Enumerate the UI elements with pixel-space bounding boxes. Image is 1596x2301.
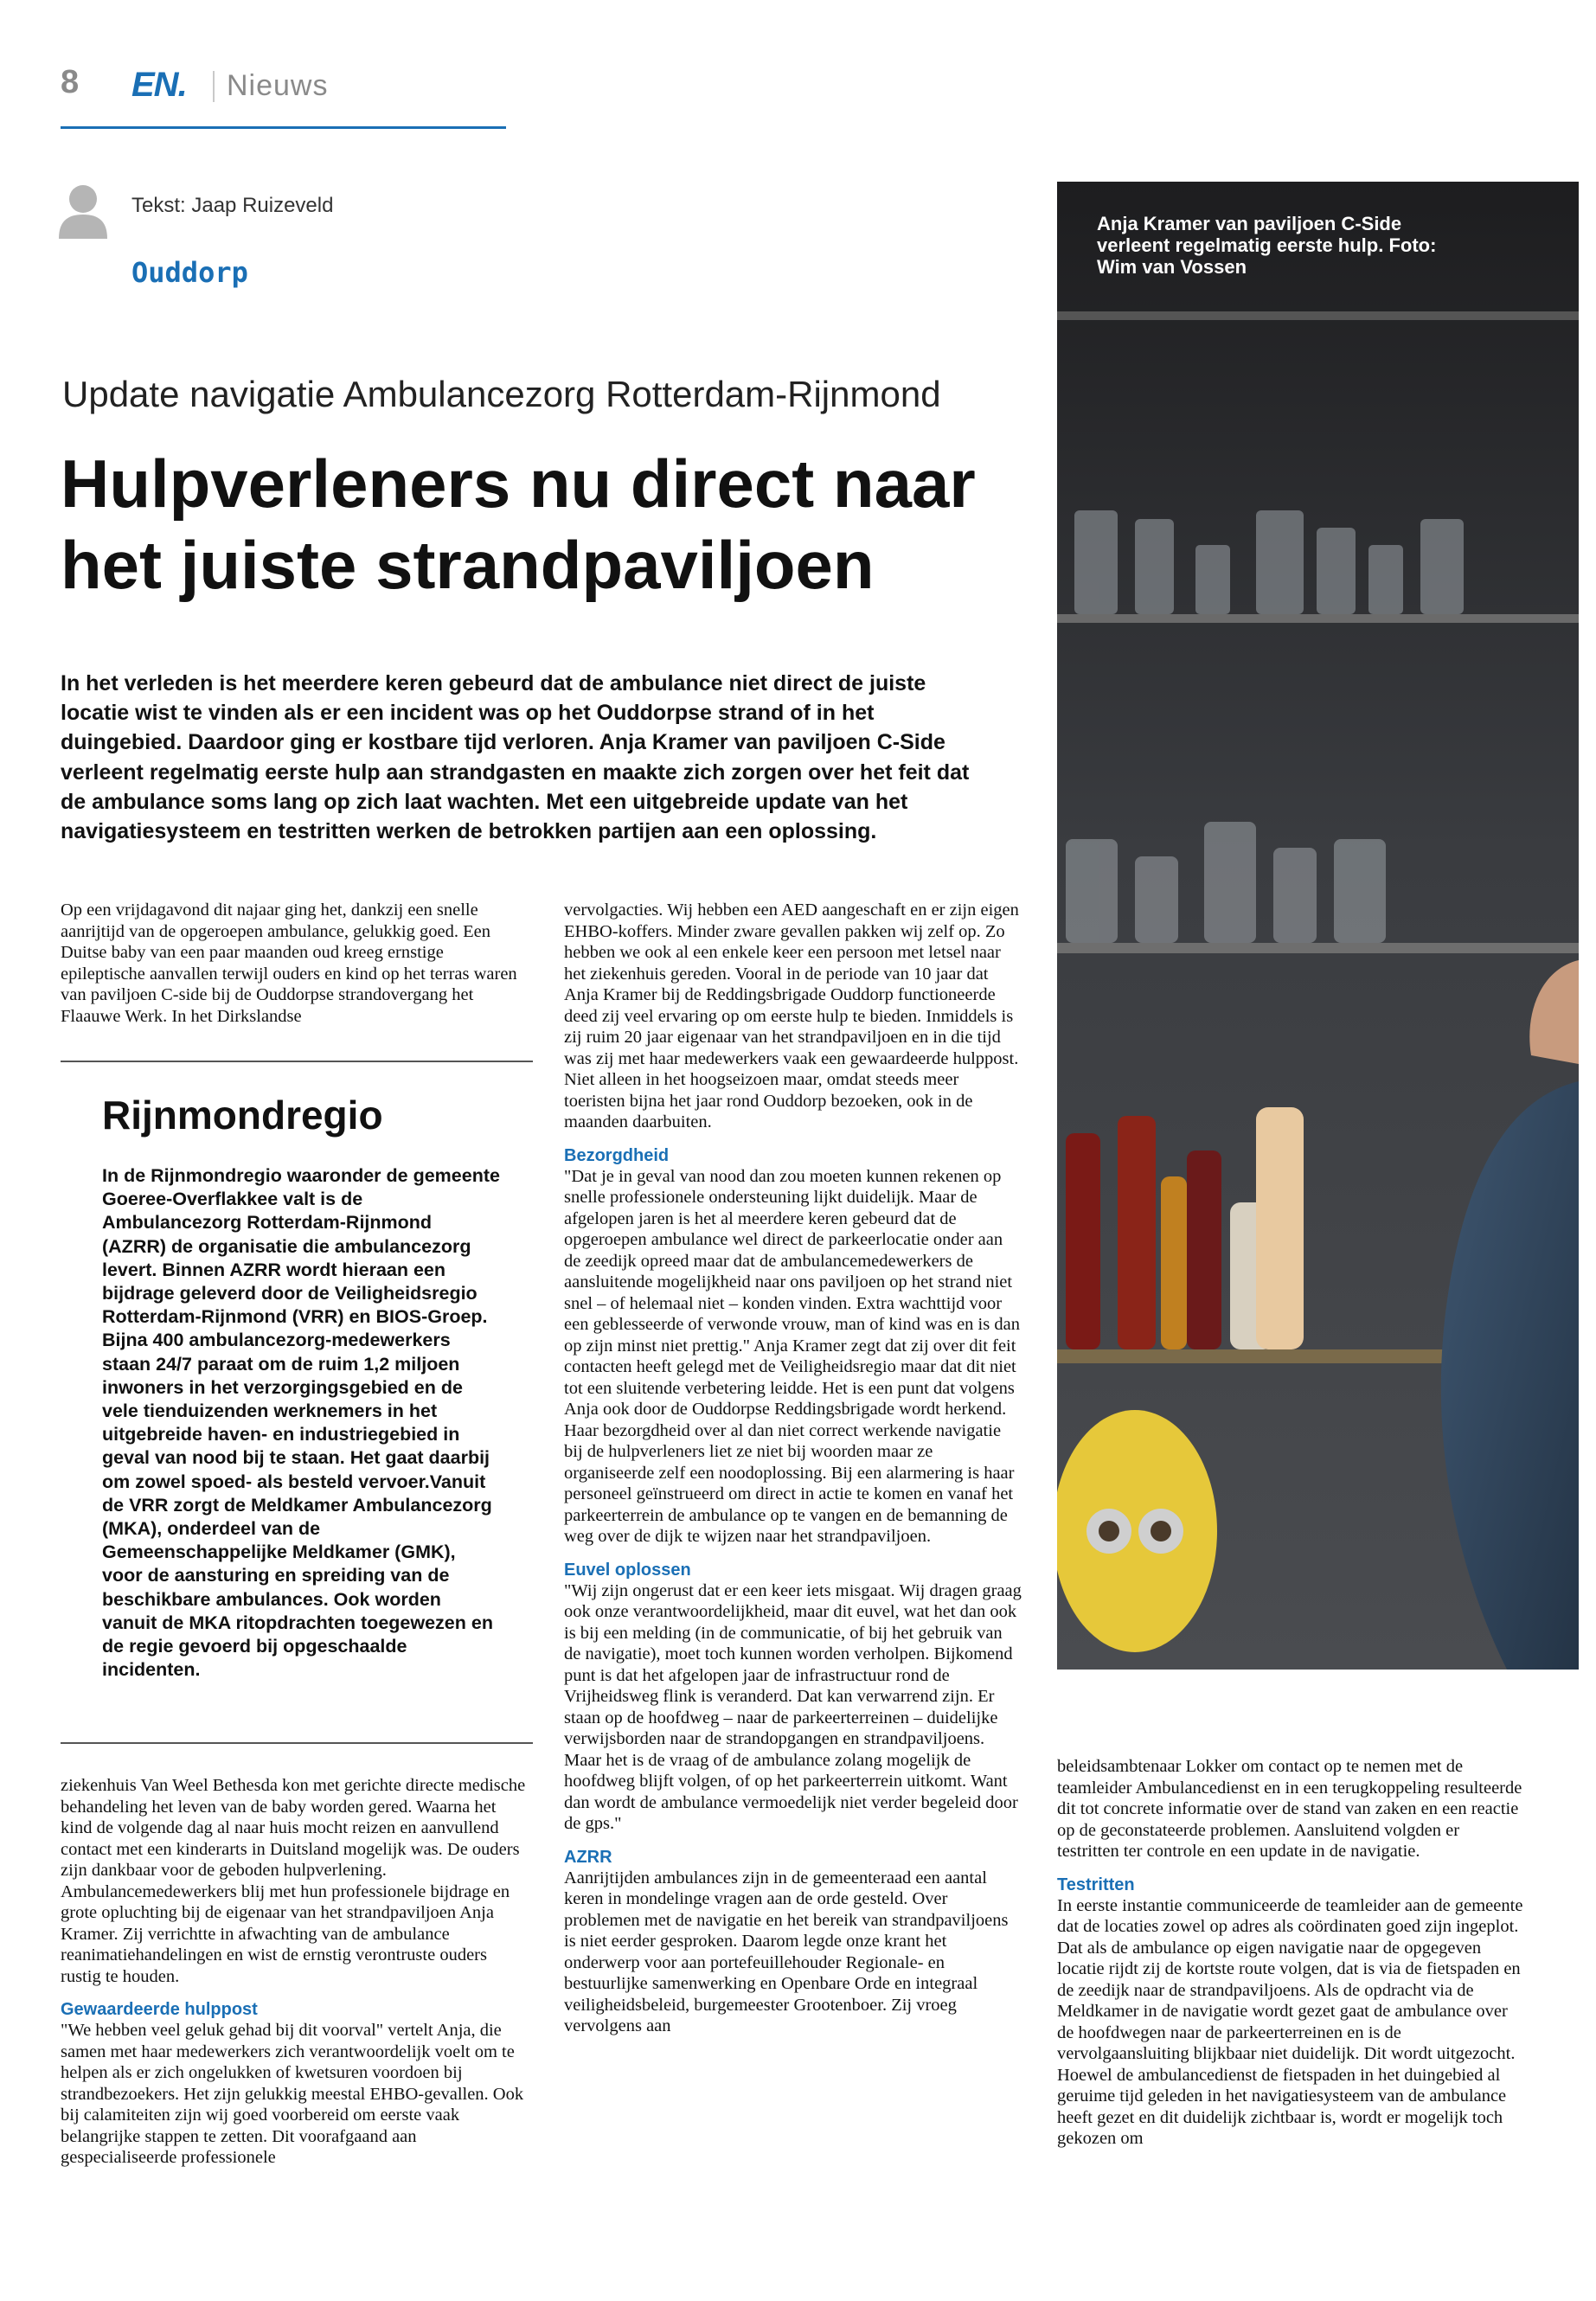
body-paragraph: "We hebben veel geluk gehad bij dit voorval" vertelt Anja, die samen met haar medewerkers zich verantwoordelijk voelt om te helpen als er zich ongelukken of kwetsuren voordoen bij strandbezoekers. Het zijn gelukkig meestal EHBO-gevallen. Ook bij calamiteiten zijn wij goed voorbereid om eerste vaak belangrijke stappen te zetten. Dit voorafgaand aan gespecialiseerde professionele — [61, 2021, 524, 2167]
photo-caption: Anja Kramer van paviljoen C-Side verleent regelmatig eerste hulp. Foto: Wim van Vossen — [1097, 213, 1437, 278]
body-paragraph: Op een vrijdagavond dit najaar ging het, dankzij een snelle aanrijtijd van de opgeroepen ambulance, gelukkig goed. Een Duitse baby van een paar maanden oud kreeg ernstige epileptische aanvallen terwijl ouders en kind op het terras waren van paviljoen C-side bij de Ouddorpse strandovergang het Flaauwe Werk. In het Dirkslandse — [61, 901, 517, 1026]
body-column-1-top — [61, 900, 528, 1027]
article-headline: Hulpverleners nu direct naar het juiste strandpaviljoen — [61, 445, 976, 603]
body-column-1-bottom — [61, 1775, 528, 2169]
section-label: Nieuws — [227, 69, 329, 102]
article-intro: In het verleden is het meerdere keren gebeurd dat de ambulance niet direct de juiste locatie wist te vinden als er een incident was op het Ouddorpse strand of in het duingebied. Daardoor ging er kostbare tijd verloren. Anja Kramer van paviljoen C-Side verleent regelmatig eerste hulp aan strandgasten en maakte zich zorgen over het feit dat de ambulance soms lang op zich laat wachten. Met een uitgebreide update van het navigatiesysteem en testritten werken de betrokken partijen aan een oplossing. — [61, 671, 970, 844]
subheading: Testritten — [1057, 1875, 1135, 1894]
article-kicker: Update navigatie Ambulancezorg Rotterdam-Rijnmond — [62, 374, 941, 414]
header-divider — [213, 71, 215, 102]
subheading: AZRR — [564, 1847, 612, 1867]
body-column-3 — [1057, 1756, 1524, 2150]
subheading: Bezorgdheid — [564, 1145, 670, 1165]
publication-logo: EN. — [131, 66, 187, 104]
body-paragraph: ziekenhuis Van Weel Bethesda kon met gerichte directe medische behandeling het leven van de baby worden gered. Waarna het kind de volgende dag al naar huis mocht reizen en aanvullend contact met een kinderarts in Duitsland mogelijk was. De ouders zijn dankbaar voor de geboden hulpverlening. Ambulancemedewerkers blij met hun professionele bijdrage en grote opluchting bij de eigenaar van het strandpaviljoen Anja Kramer. Zij verrichtte in afwachting van de ambulance reanimatiehandelingen en wist de ernstig verontruste ouders rustig te houden. — [61, 1776, 526, 1986]
box-rule-top — [61, 1061, 533, 1062]
body-paragraph: vervolgacties. Wij hebben een AED aangeschaft en er zijn eigen EHBO-koffers. Minder zware gevallen pakken wij zelf op. Zo hebben we ook al een enkele keer een persoon met letsel naar het ziekenhuis gereden. Vooral in de periode van 10 jaar dat Anja Kramer bij de Reddingsbrigade Ouddorp functioneerde deed zij veel ervaring op om eerste hulp te bieden. Inmiddels is zij ruim 20 jaar eigenaar van het strandpaviljoen en in die tijd was zij met haar medewerkers vaak een gewaardeerde hulppost. Niet alleen in het hoogseizoen maar, omdat steeds meer toeristen bijna het jaar rond Ouddorp bezoeken, ook in de maanden daarbuiten. — [564, 901, 1019, 1131]
article-photo — [1057, 182, 1579, 1670]
subheading: Gewaardeerde hulppost — [61, 2000, 258, 2019]
body-paragraph: In eerste instantie communiceerde de teamleider aan de gemeente dat de locaties zowel op adres als coördinaten goed zijn ingeplot. Dat als de ambulance op eigen navigatie naar de opgegeven locatie rijdt zij de kortste route volgen, dat is via de fietspaden en de zeedijk naar de strandpaviljoens. Als de opdracht via de Meldkamer in de navigatie wordt gezet gaat de ambulance over de hoofdwegen naar de parkeerterreinen en is de vervolgaansluiting blijkbaar niet duidelijk. Dit wordt uitgezocht. Hoewel de ambulancedienst de fietspaden in het duingebied al geruime tijd geleden in het navigatiesysteem van de ambulance heeft gezet en dit duidelijk zichtbaar is, wordt er mogelijk toch gekozen om — [1057, 1895, 1523, 2148]
sidebar-box-title: Rijnmondregio — [102, 1093, 383, 1138]
subheading: Euvel oplossen — [564, 1560, 691, 1580]
body-paragraph: Aanrijtijden ambulances zijn in de gemeenteraad een aantal keren in mondelinge vragen aan de orde gesteld. Over problemen met de navigatie en het bereik van strandpaviljoens is niet eerder gesproken. Daarom legde onze krant het onderwerp voor aan portefeuillehouder Regionale- en bestuurlijke samenwerking en Openbare Orde en integraal veiligheidsbeleid, burgemeester Grootenboer. Zij vroeg vervolgens aan — [564, 1868, 1009, 2035]
body-paragraph: "Dat je in geval van nood dan zou moeten kunnen rekenen op snelle professionele ondersteuning lijkt duidelijk. Maar de afgelopen jaren is het al meerdere keren gebeurd dat de opgeroepen ambulance wel direct de parkeerlocatie onder aan de zeedijk opreed maar dat de ambulancemedewerkers de aansluitende mogelijkheid naar ons paviljoen op het strand niet snel – of helemaal niet – konden vinden. Extra wachttijd voor een geblesseerde of verwonde vrouw, man of kind was en is dan op zijn minst niet prettig." Anja Kramer zegt dat zij over dit feit contacten heeft gelegd met de Veiligheidsregio maar dat dit niet tot een sluitende verbetering leidde. Het is een punt dat volgens Anja ook door de Ouddorpse Reddingsbrigade wordt herkend. Haar bezorgdheid over al dan niet correct werkende navigatie bij de hulpverleners liet ze niet bij woorden maar ze organiseerde zelf een noodoplossing. Bij een alarmering is haar personeel geïnstrueerd om direct in actie te komen en vanaf het parkeerterrein de ambulance op te vangen en de bemanning de weg over de dijk te wijzen naar het strandpaviljoen. — [564, 1166, 1020, 1546]
sidebar-box-text: In de Rijnmondregio waaronder de gemeente Goeree-Overflakkee valt is de Ambulancezorg Rotterdam-Rijnmond (AZRR) de organisatie die ambulancezorg levert. Binnen AZRR wordt hieraan een bijdrage geleverd door de Veiligheidsregio Rotterdam-Rijnmond (VRR) en BIOS-Groep. Bijna 400 ambulancezorg-medewerkers staan 24/7 paraat om de ruim 1,2 miljoen inwoners in het verzorgingsgebied en de vele tienduizenden werknemers in het uitgebreide haven- en industriegebied in geval van nood bij te staan. Het gaat daarbij om zowel spoed- als besteld vervoer.Vanuit de VRR zorgt de Meldkamer Ambulancezorg (MKA), onderdeel van de Gemeenschappelijke Meldkamer (GMK), voor de aansturing en spreiding van de beschikbare ambulances. Ook worden vanuit de MKA ritopdrachten toegewezen en de regie gevoerd bij opgeschaalde incidenten. — [102, 1165, 500, 1681]
body-paragraph: "Wij zijn ongerust dat er een keer iets misgaat. Wij dragen graag ook onze verantwoordelijkheid, maar dit euvel, wat het dan ook is bij een melding (in de communicatie, of bij het gebruik van de navigatie), moet toch kunnen worden verholpen. Bijkomend punt is dat het afgelopen jaar de infrastructuur rond de Vrijheidsweg flink is veranderd. Dat kan verwarrend zijn. Er staan op de hoofdweg – naar de parkeerterreinen – duidelijke verwijsborden naar de strandopgangen en strandpaviljoens. Maar het is de vraag of de ambulance zolang mogelijk de hoofdweg blijft volgen, of op het parkeerterrein uitkomt. Want dan wordt de ambulance vermoedelijk niet verder begeleid door de gps." — [564, 1580, 1022, 1833]
page-number: 8 — [61, 64, 80, 100]
author-byline: Tekst: Jaap Ruizeveld — [131, 194, 334, 217]
header-rule — [61, 126, 506, 129]
body-column-2 — [564, 900, 1022, 2037]
location-label: Ouddorp — [131, 256, 248, 289]
body-paragraph: beleidsambtenaar Lokker om contact op te nemen met de teamleider Ambulancedienst en in een terugkoppeling resulteerde dit tot concrete informatie over de stand van zaken en een reactie op de geconstateerde problemen. Aansluitend volgden er testritten ter controle en een update in de navigatie. — [1057, 1757, 1522, 1861]
box-rule-bottom — [61, 1742, 533, 1744]
person-silhouette-icon — [59, 183, 107, 239]
